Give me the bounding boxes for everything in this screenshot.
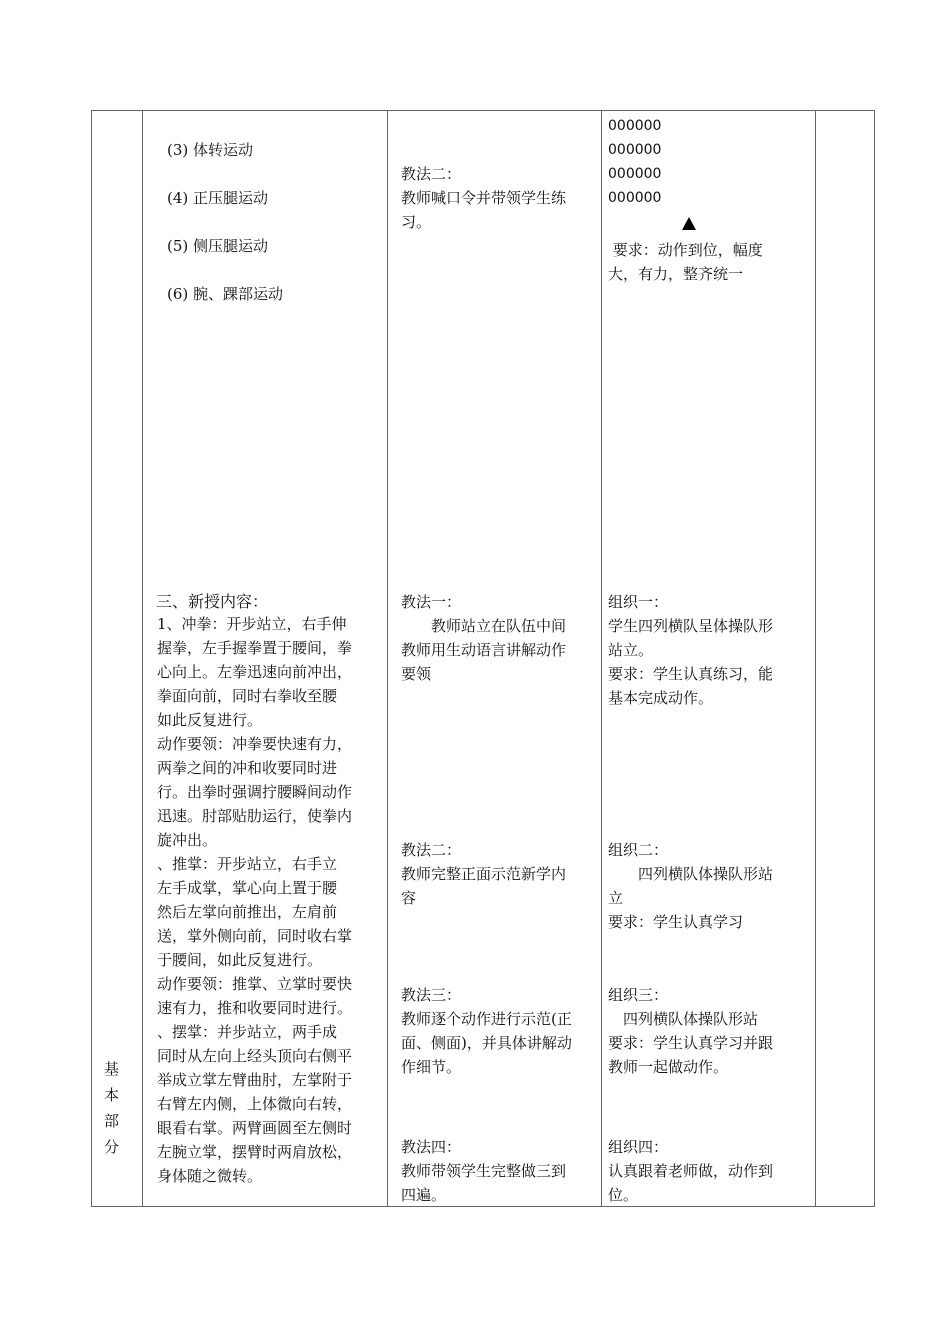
organization-line: 站立。 [608, 641, 654, 659]
column-divider [601, 110, 602, 1207]
warmup-item: (4) 正压腿运动 [167, 189, 269, 207]
organization-line: 教师一起做动作。 [608, 1058, 729, 1076]
warmup-item: (6) 腕、踝部运动 [167, 285, 284, 303]
content-body [157, 612, 352, 1188]
organization-title: 组织二： [608, 841, 669, 859]
organization-line: 四列横队体操队形站 [608, 1010, 759, 1028]
method-line: 教师带领学生完整做三到 [401, 1162, 567, 1180]
formation-row: 000000 [608, 142, 662, 158]
organization-block [608, 1135, 773, 1207]
method-line: 教师完整正面示范新学内 [401, 865, 567, 883]
formation-row: 000000 [608, 118, 662, 134]
method-block [401, 590, 566, 686]
organization-title: 组织三： [608, 986, 669, 1004]
organization-line: 要求：学生认真学习 [608, 913, 744, 931]
organization-line: 基本完成动作。 [608, 689, 714, 707]
requirement-line: 大，有力，整齐统一 [608, 265, 744, 283]
content-heading: 三、新授内容： [156, 592, 269, 611]
content-line: 于腰间，如此反复进行。 [157, 951, 323, 969]
method-title: 教法二： [401, 841, 462, 859]
method-line: 面、侧面)，并具体讲解动 [401, 1034, 572, 1052]
content-line: 两拳之间的冲和收要同时进 [157, 759, 338, 777]
method-line: 要领 [401, 665, 432, 683]
content-line: 行。出拳时强调拧腰瞬间动作 [157, 783, 353, 801]
organization-title: 组织四： [608, 1138, 669, 1156]
content-line: 眼看右掌。两臂画圆至左侧时 [157, 1119, 353, 1137]
content-line: 左腕立掌，摆臂时两肩放松， [157, 1143, 353, 1161]
content-line: 动作要领：推掌、立掌时要快 [157, 975, 353, 993]
formation-row: 000000 [608, 166, 662, 182]
method-title: 教法一： [401, 593, 462, 611]
organization-line: 认真跟着老师做，动作到 [608, 1162, 774, 1180]
content-line: 右臂左内侧，上体微向右转， [157, 1095, 353, 1113]
content-line: 同时从左向上经头顶向右侧平 [157, 1047, 353, 1065]
method-line: 教师逐个动作进行示范(正 [401, 1010, 572, 1028]
organization-line: 学生四列横队呈体操队形 [608, 617, 774, 635]
content-line: 握拳，左手握拳置于腰间，拳 [157, 639, 353, 657]
formation-diagram [608, 114, 661, 210]
method-block [401, 1135, 566, 1207]
column-divider [142, 110, 143, 1207]
warmup-item: (5) 侧压腿运动 [167, 237, 269, 255]
method-block [401, 162, 566, 234]
method-line: 四遍。 [401, 1186, 447, 1204]
method-line: 作细节。 [401, 1058, 462, 1076]
organization-block [608, 590, 773, 710]
section-label-char: 本 [104, 1086, 120, 1104]
section-label-char: 基 [104, 1060, 120, 1078]
method-block [401, 983, 572, 1079]
method-line: 习。 [401, 213, 432, 231]
organization-line: 四列横队体操队形站 [608, 865, 774, 883]
warmup-item: (3) 体转运动 [167, 141, 254, 159]
organization-block [608, 838, 773, 934]
organization-block [608, 983, 773, 1079]
organization-line: 立 [608, 889, 624, 907]
content-line: 拳面向前，同时右拳收至腰 [157, 687, 338, 705]
content-line: 、摆掌：并步站立，两手成 [157, 1023, 338, 1041]
organization-line: 要求：学生认真练习，能 [608, 665, 774, 683]
method-line: 教师用生动语言讲解动作 [401, 641, 567, 659]
content-line: 送，掌外侧向前，同时收右掌 [157, 927, 353, 945]
method-line: 教师喊口令并带领学生练 [401, 189, 567, 207]
content-line: 、推掌：开步站立，右手立 [157, 855, 338, 873]
content-line: 动作要领：冲拳要快速有力， [157, 735, 353, 753]
triangle-up-icon [682, 217, 696, 230]
method-line: 容 [401, 889, 417, 907]
content-line: 举成立掌左臂曲肘，左掌附于 [157, 1071, 353, 1089]
content-line: 然后左掌向前推出，左肩前 [157, 903, 338, 921]
method-block [401, 838, 566, 910]
method-title: 教法三： [401, 986, 462, 1004]
content-line: 心向上。左拳迅速向前冲出， [157, 663, 353, 681]
content-line: 如此反复进行。 [157, 711, 263, 729]
content-line: 迅速。肘部贴肋运行，使拳内 [157, 807, 353, 825]
content-line: 旋冲出。 [157, 831, 218, 849]
section-label-char: 分 [104, 1138, 120, 1156]
content-line: 身体随之微转。 [157, 1167, 263, 1185]
requirement-block [608, 238, 763, 286]
content-line: 1、冲拳：开步站立，右手伸 [157, 615, 347, 633]
column-divider [815, 110, 816, 1207]
requirement-line: 要求：动作到位，幅度 [608, 241, 763, 259]
organization-line: 位。 [608, 1186, 639, 1204]
organization-title: 组织一： [608, 593, 669, 611]
method-line: 教师站立在队伍中间 [401, 617, 567, 635]
section-label-char: 部 [104, 1112, 120, 1130]
column-divider [387, 110, 388, 1207]
content-line: 左手成掌，掌心向上置于腰 [157, 879, 338, 897]
content-line: 速有力，推和收要同时进行。 [157, 999, 353, 1017]
organization-line: 要求：学生认真学习并跟 [608, 1034, 774, 1052]
formation-row: 000000 [608, 190, 662, 206]
method-title: 教法二： [401, 165, 462, 183]
method-title: 教法四： [401, 1138, 462, 1156]
